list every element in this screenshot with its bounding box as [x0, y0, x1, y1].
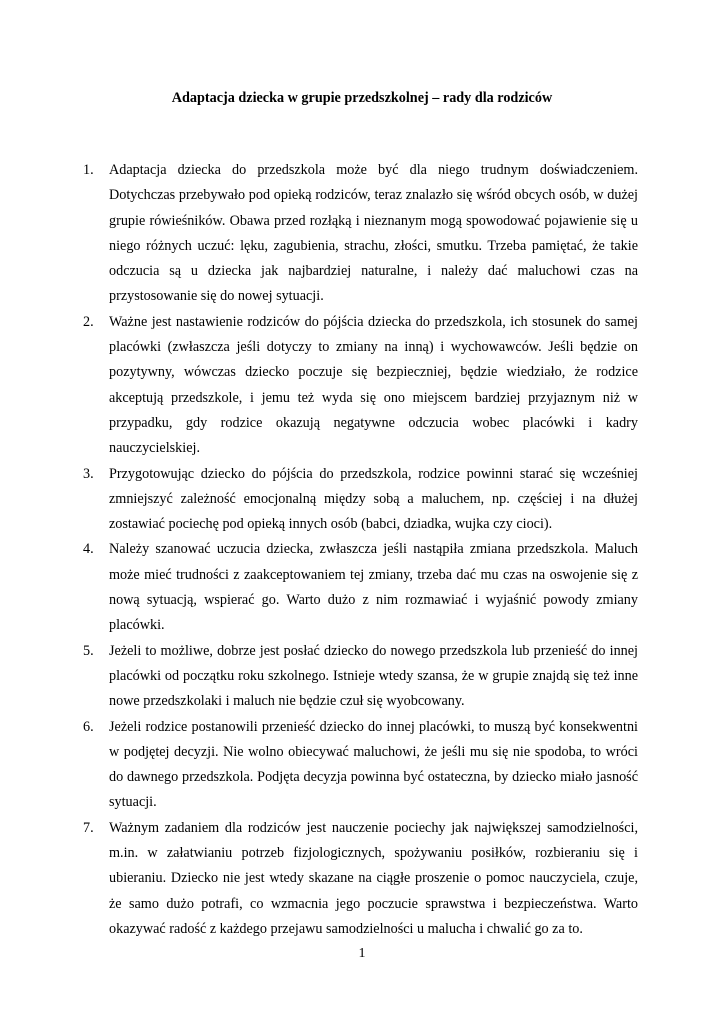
list-item-number: 7. — [83, 819, 94, 836]
list-item — [83, 158, 638, 310]
list-item-number: 6. — [83, 718, 94, 735]
list-item-text: Ważne jest nastawienie rodziców do pójścia dziecka do przedszkola, ich stosunek do samej placówki (zwłaszcza jeśli dotyczy to zmiany na inną) i wychowawców. Jeśli będzie on pozytywny, wówczas dziecko poczuje się bezpieczniej, będzie wiedziało, że rodzice akceptują przedszkole, i jemu też wyda się ono miejscem bardziej przyjaznym niż w przypadku, gdy rodzice okazują negatywne odczucia wobec placówki i kadry nauczycielskiej. — [109, 313, 638, 457]
list-item-text: Jeżeli rodzice postanowili przenieść dziecko do innej placówki, to muszą być konsekwentni w podjętej decyzji. Nie wolno obiecywać maluchowi, że jeśli mu się nie spodoba, to wróci do dawnego przedszkola. Podjęta decyzja powinna być ostateczna, by dziecko miało jasność sytuacji. — [109, 718, 638, 811]
list-item — [83, 639, 638, 715]
list-item-number: 2. — [83, 313, 94, 330]
list-item-number: 1. — [83, 162, 94, 178]
page-number: 1 — [358, 946, 366, 961]
document-title: Adaptacja dziecka w grupie przedszkolnej – rady dla rodziców — [171, 90, 553, 106]
list-item — [83, 310, 638, 462]
list-item-text: Przygotowując dziecko do pójścia do przedszkola, rodzice powinni starać się wcześniej zmniejszyć zależność emocjonalną między sobą a maluchem, np. częściej i na dłużej zostawiać pociechę pod opieką innych osób (babci, dziadka, wujka czy cioci). — [109, 465, 638, 533]
list-item — [83, 715, 638, 816]
list-item — [83, 816, 638, 942]
list-item-text: Ważnym zadaniem dla rodziców jest nauczenie pociechy jak największej samodzielności, m.in. w załatwianiu potrzeb fizjologicznych, spożywaniu posiłków, rozbieraniu się i ubieraniu. Dziecko nie jest wtedy skazane na ciągłe proszenie o pomoc nauczyciela, czuje, że samo dużo potrafi, co wzmacnia jego poczucie sprawstwa i bezpieczeństwa. Warto okazywać radość z każdego przejawu samodzielności u malucha i chwalić go za to. — [109, 819, 638, 937]
list-item-number: 5. — [83, 642, 94, 659]
list-item-number: 4. — [83, 541, 94, 558]
list-item — [83, 537, 638, 638]
list-item-text: Jeżeli to możliwe, dobrze jest posłać dziecko do nowego przedszkola lub przenieść do innej placówki od początku roku szkolnego. Istnieje wtedy szansa, że w grupie znajdą się też inne nowe przedszkolaki i maluch nie będzie czuł się wyobcowany. — [109, 642, 638, 710]
list-item-text: Adaptacja dziecka do przedszkola może być dla niego trudnym doświadczeniem. Dotychczas przebywało pod opieką rodziców, teraz znalazło się wśród obcych osób, w dużej grupie rówieśników. Obawa przed rozłąką i nieznanym mogą spowodować pojawienie się u niego różnych uczuć: lęku, zagubienia, strachu, złości, smutku. Trzeba pamiętać, że takie odczucia są u dziecka jak najbardziej naturalne, i należy dać maluchowi czas na przystosowanie się do nowej sytuacji. — [109, 162, 638, 305]
list-item — [83, 462, 638, 538]
list-item-text: Należy szanować uczucia dziecka, zwłaszcza jeśli nastąpiła zmiana przedszkola. Maluch może mieć trudności z zaakceptowaniem tej zmiany, trzeba dać mu czas na oswojenie się z nową sytuacją, wspierać go. Warto dużo z nim rozmawiać i wyjaśnić powody zmiany placówki. — [109, 541, 638, 634]
list-item-number: 3. — [83, 465, 94, 482]
advice-list — [83, 158, 638, 942]
